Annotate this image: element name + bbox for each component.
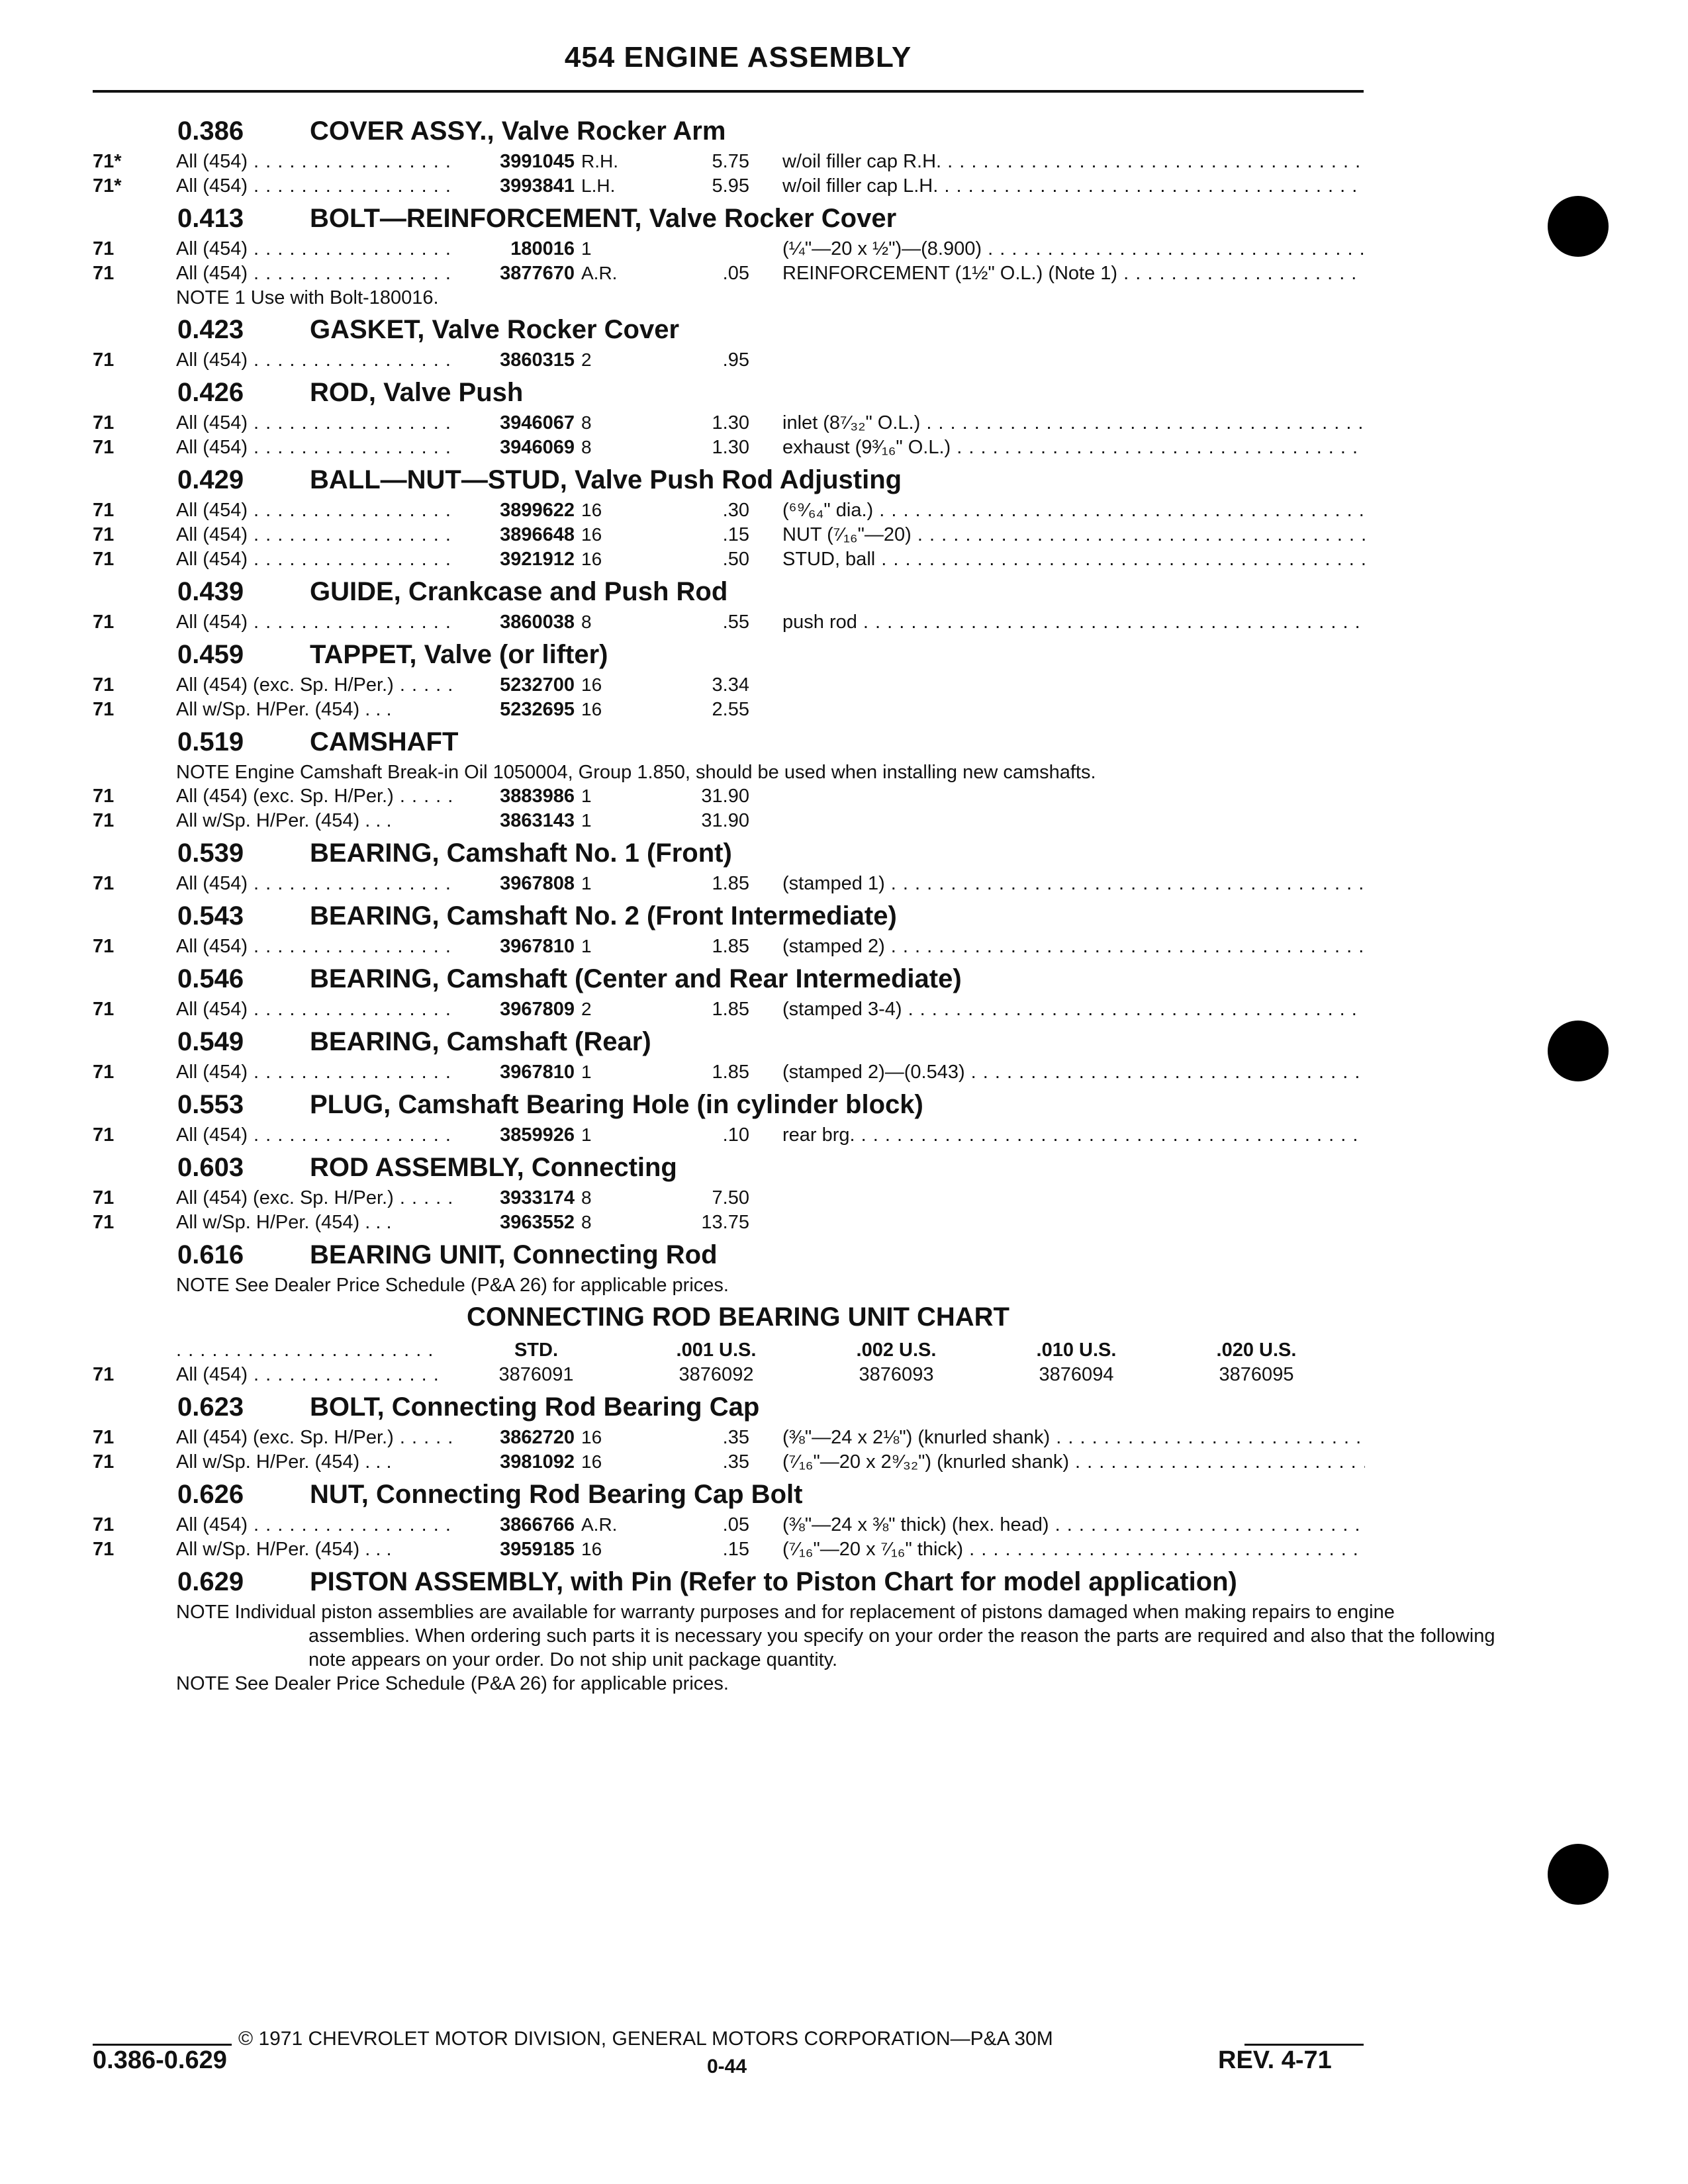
chart-col-010: .010 U.S. bbox=[1036, 1340, 1117, 1361]
group-title: PLUG, Camshaft Bearing Hole (in cylinder block) bbox=[310, 1090, 923, 1119]
footer-section-range: 0.386-0.629 bbox=[93, 2046, 227, 2074]
binder-hole-bottom bbox=[1548, 1844, 1609, 1905]
price: .55 bbox=[722, 612, 749, 633]
model-year: 71 bbox=[93, 524, 115, 545]
footer-rule-left bbox=[93, 2044, 232, 2046]
description: (⁶⁹⁄₆₄" dia.) . . . bbox=[782, 500, 1365, 522]
section-heading bbox=[0, 725, 1688, 760]
part-row bbox=[0, 809, 1688, 833]
quantity: 1 bbox=[581, 238, 592, 259]
chart-year: 71 bbox=[93, 1364, 115, 1385]
part-row bbox=[0, 498, 1688, 523]
application: All (454) (exc. Sp. H/Per.) . . . bbox=[176, 786, 454, 807]
description: (stamped 2) . . . bbox=[782, 936, 1365, 958]
description: STUD, ball . . . bbox=[782, 549, 1365, 570]
quantity: 16 bbox=[581, 549, 602, 569]
group-title: GASKET, Valve Rocker Cover bbox=[310, 315, 680, 344]
part-number: 3862720 bbox=[500, 1427, 575, 1448]
part-number: 3860038 bbox=[500, 612, 575, 633]
section-heading bbox=[0, 962, 1688, 997]
application: All (454) . . . bbox=[176, 238, 454, 260]
part-number: 3946067 bbox=[500, 412, 575, 433]
section-heading bbox=[0, 1087, 1688, 1123]
part-number: 3933174 bbox=[500, 1187, 575, 1208]
description: (stamped 3-4) . . . bbox=[782, 999, 1365, 1021]
application: All (454) . . . bbox=[176, 151, 454, 173]
model-year: 71 bbox=[93, 1514, 115, 1535]
section-0-603 bbox=[0, 1150, 1688, 1235]
section-heading bbox=[0, 1238, 1688, 1273]
price: 1.85 bbox=[712, 936, 749, 957]
application: All (454) . . . bbox=[176, 1124, 454, 1146]
price: 7.50 bbox=[712, 1187, 749, 1208]
part-number: 3959185 bbox=[500, 1539, 575, 1560]
group-title: GUIDE, Crankcase and Push Rod bbox=[310, 577, 728, 606]
price: .05 bbox=[722, 1514, 749, 1535]
part-number: 3991045 bbox=[500, 151, 575, 172]
part-number: 3866766 bbox=[500, 1514, 575, 1535]
quantity: 2 bbox=[581, 999, 592, 1019]
description: (⁷⁄₁₆"—20 x 2⁹⁄₃₂") (knurled shank) . . . bbox=[782, 1451, 1365, 1473]
price: .15 bbox=[722, 1539, 749, 1560]
section-heading bbox=[0, 375, 1688, 411]
price: .30 bbox=[722, 500, 749, 521]
quantity: 1 bbox=[581, 1124, 592, 1145]
group-number: 0.439 bbox=[177, 577, 244, 606]
model-year: 71 bbox=[93, 437, 115, 458]
model-year: 71 bbox=[93, 999, 115, 1020]
model-year: 71 bbox=[93, 1187, 115, 1208]
footer-page-number: 0-44 bbox=[707, 2056, 747, 2077]
group-title: CAMSHAFT bbox=[310, 727, 459, 756]
model-year: 71 bbox=[93, 1427, 115, 1448]
part-number: 3967810 bbox=[500, 936, 575, 957]
part-row bbox=[0, 435, 1688, 460]
group-title: BOLT, Connecting Rod Bearing Cap bbox=[310, 1392, 760, 1422]
application: All (454) . . . bbox=[176, 175, 454, 197]
chart-application: All (454) . . . bbox=[176, 1364, 441, 1386]
price: .05 bbox=[722, 263, 749, 284]
application: All (454) . . . bbox=[176, 437, 454, 459]
price: 1.30 bbox=[712, 437, 749, 458]
description: (stamped 2)—(0.543) . . . bbox=[782, 1062, 1365, 1083]
group-number: 0.553 bbox=[177, 1090, 244, 1119]
model-year: 71 bbox=[93, 238, 115, 259]
part-number: 3877670 bbox=[500, 263, 575, 284]
parts-list bbox=[0, 114, 1688, 1698]
description: (¼"—20 x ½")—(8.900) . . . bbox=[782, 238, 1365, 260]
model-year: 71 bbox=[93, 1124, 115, 1146]
part-row bbox=[0, 1060, 1688, 1085]
part-row bbox=[0, 174, 1688, 199]
part-number: 180016 bbox=[510, 238, 575, 259]
application: All w/Sp. H/Per. (454) . . . bbox=[176, 1451, 392, 1473]
section-0-413 bbox=[0, 201, 1688, 310]
sections-group-b bbox=[0, 1390, 1688, 1696]
quantity: 16 bbox=[581, 1539, 602, 1559]
group-number: 0.459 bbox=[177, 640, 244, 669]
quantity: 2 bbox=[581, 349, 592, 370]
model-year: 71 bbox=[93, 612, 115, 633]
price: 3.34 bbox=[712, 674, 749, 696]
quantity: A.R. bbox=[581, 1514, 618, 1535]
price: 31.90 bbox=[701, 810, 749, 831]
quantity: 16 bbox=[581, 674, 602, 695]
application: All (454) . . . bbox=[176, 549, 454, 570]
part-row bbox=[0, 237, 1688, 261]
section-0-539 bbox=[0, 836, 1688, 896]
group-title: BEARING, Camshaft No. 1 (Front) bbox=[310, 839, 732, 868]
application: All (454) . . . bbox=[176, 1514, 454, 1536]
section-heading bbox=[0, 899, 1688, 934]
note: NOTE Engine Camshaft Break-in Oil 1050004, Group 1.850, should be used when installing new camshafts. bbox=[176, 762, 1096, 783]
price: 13.75 bbox=[701, 1212, 749, 1233]
section-0-616 bbox=[0, 1238, 1688, 1297]
quantity: 8 bbox=[581, 1187, 592, 1208]
quantity: 1 bbox=[581, 786, 592, 806]
footer-copyright: © 1971 CHEVROLET MOTOR DIVISION, GENERAL MOTORS CORPORATION—P&A 30M bbox=[238, 2028, 1053, 2050]
model-year: 71 bbox=[93, 810, 115, 831]
section-0-543 bbox=[0, 899, 1688, 959]
application: All (454) . . . bbox=[176, 524, 454, 546]
part-row bbox=[0, 1123, 1688, 1148]
part-row bbox=[0, 1450, 1688, 1475]
description: push rod . . . bbox=[782, 612, 1365, 633]
price: 31.90 bbox=[701, 786, 749, 807]
application: All (454) (exc. Sp. H/Per.) . . . bbox=[176, 1187, 454, 1209]
part-number: 3967809 bbox=[500, 999, 575, 1020]
group-number: 0.616 bbox=[177, 1240, 244, 1269]
page-title: 454 ENGINE ASSEMBLY bbox=[564, 41, 912, 73]
chart-value-001: 3876092 bbox=[679, 1364, 754, 1385]
group-number: 0.626 bbox=[177, 1480, 244, 1509]
group-title: PISTON ASSEMBLY, with Pin (Refer to Piston Chart for model application) bbox=[310, 1567, 1237, 1596]
chart-col-std: STD. bbox=[514, 1340, 559, 1361]
description: exhaust (9³⁄₁₆" O.L.) . . . bbox=[782, 437, 1365, 459]
group-title: NUT, Connecting Rod Bearing Cap Bolt bbox=[310, 1480, 803, 1509]
part-row bbox=[0, 872, 1688, 896]
section-heading bbox=[0, 1390, 1688, 1426]
quantity: 1 bbox=[581, 810, 592, 831]
model-year: 71* bbox=[93, 175, 122, 197]
section-0-553 bbox=[0, 1087, 1688, 1148]
note: NOTE 1 Use with Bolt-180016. bbox=[176, 287, 439, 308]
part-row bbox=[0, 1426, 1688, 1450]
group-number: 0.603 bbox=[177, 1153, 244, 1182]
part-number: 3863143 bbox=[500, 810, 575, 831]
model-year: 71 bbox=[93, 674, 115, 696]
title-rule bbox=[93, 90, 1364, 93]
part-number: 3859926 bbox=[500, 1124, 575, 1146]
part-row bbox=[0, 997, 1688, 1022]
price: .15 bbox=[722, 524, 749, 545]
model-year: 71 bbox=[93, 500, 115, 521]
quantity: R.H. bbox=[581, 151, 618, 171]
part-row bbox=[0, 934, 1688, 959]
group-title: BALL—NUT—STUD, Valve Push Rod Adjusting bbox=[310, 465, 902, 494]
model-year: 71 bbox=[93, 549, 115, 570]
model-year: 71 bbox=[93, 1451, 115, 1473]
price: .50 bbox=[722, 549, 749, 570]
description: w/oil filler cap L.H. . . . bbox=[782, 175, 1365, 197]
part-number: 3883986 bbox=[500, 786, 575, 807]
part-number: 3860315 bbox=[500, 349, 575, 371]
part-row bbox=[0, 150, 1688, 174]
chart-title: CONNECTING ROD BEARING UNIT CHART bbox=[467, 1302, 1009, 1332]
group-number: 0.623 bbox=[177, 1392, 244, 1422]
section-0-519 bbox=[0, 725, 1688, 833]
part-number: 3946069 bbox=[500, 437, 575, 458]
application: All (454) . . . bbox=[176, 999, 454, 1021]
section-heading bbox=[0, 463, 1688, 498]
chart-col-002: .002 U.S. bbox=[856, 1340, 937, 1361]
quantity: 16 bbox=[581, 699, 602, 719]
section-heading bbox=[0, 1565, 1688, 1600]
section-0-626 bbox=[0, 1477, 1688, 1562]
model-year: 71* bbox=[93, 151, 122, 172]
description: w/oil filler cap R.H. . . . bbox=[782, 151, 1365, 173]
section-0-439 bbox=[0, 574, 1688, 635]
quantity: A.R. bbox=[581, 263, 618, 283]
part-row bbox=[0, 411, 1688, 435]
price: .95 bbox=[722, 349, 749, 371]
model-year: 71 bbox=[93, 412, 115, 433]
part-number: 3967810 bbox=[500, 1062, 575, 1083]
group-number: 0.539 bbox=[177, 839, 244, 868]
chart-value-002: 3876093 bbox=[859, 1364, 934, 1385]
quantity: 8 bbox=[581, 1212, 592, 1232]
section-heading bbox=[0, 836, 1688, 872]
group-number: 0.519 bbox=[177, 727, 244, 756]
model-year: 71 bbox=[93, 786, 115, 807]
section-heading bbox=[0, 1477, 1688, 1513]
chart-value-010: 3876094 bbox=[1039, 1364, 1114, 1385]
part-number: 5232700 bbox=[500, 674, 575, 696]
price: 2.55 bbox=[712, 699, 749, 720]
part-number: 3899622 bbox=[500, 500, 575, 521]
group-title: ROD ASSEMBLY, Connecting bbox=[310, 1153, 677, 1182]
application: All (454) . . . bbox=[176, 1062, 454, 1083]
description: NUT (⁷⁄₁₆"—20) . . . bbox=[782, 524, 1365, 546]
application: All w/Sp. H/Per. (454) . . . bbox=[176, 699, 392, 720]
group-number: 0.629 bbox=[177, 1567, 244, 1596]
group-number: 0.543 bbox=[177, 901, 244, 931]
section-0-629 bbox=[0, 1565, 1688, 1696]
group-title: BEARING UNIT, Connecting Rod bbox=[310, 1240, 718, 1269]
part-number: 5232695 bbox=[500, 699, 575, 720]
application: All (454) . . . bbox=[176, 349, 454, 371]
section-0-459 bbox=[0, 637, 1688, 722]
description: (⁷⁄₁₆"—20 x ⁷⁄₁₆" thick) . . . bbox=[782, 1539, 1365, 1561]
chart-col-001: .001 U.S. bbox=[676, 1340, 757, 1361]
footer-revision: REV. 4-71 bbox=[1218, 2046, 1332, 2074]
chart-value-std: 3876091 bbox=[498, 1364, 574, 1385]
section-0-429 bbox=[0, 463, 1688, 572]
model-year: 71 bbox=[93, 1062, 115, 1083]
note: NOTE See Dealer Price Schedule (P&A 26) for applicable prices. bbox=[176, 1275, 729, 1296]
part-number: 3963552 bbox=[500, 1212, 575, 1233]
part-row bbox=[0, 1186, 1688, 1210]
section-0-386 bbox=[0, 114, 1688, 199]
section-0-549 bbox=[0, 1024, 1688, 1085]
quantity: 16 bbox=[581, 524, 602, 545]
description: (stamped 1) . . . bbox=[782, 873, 1365, 895]
quantity: 1 bbox=[581, 1062, 592, 1082]
note: NOTE Individual piston assemblies are available for warranty purposes and for replacement of pistons damaged when making repairs to engine assemblies. When ordering such parts it is necessary you specify on your order the reason the parts are required and also that the following note appears on your order. Do not ship unit package quantity. bbox=[176, 1602, 1495, 1670]
part-row bbox=[0, 784, 1688, 809]
group-title: BEARING, Camshaft (Rear) bbox=[310, 1027, 651, 1056]
part-row bbox=[0, 698, 1688, 722]
description: (⅜"—24 x ⅜" thick) (hex. head) . . . bbox=[782, 1514, 1365, 1536]
quantity: 1 bbox=[581, 936, 592, 956]
part-row bbox=[0, 261, 1688, 286]
group-title: BOLT—REINFORCEMENT, Valve Rocker Cover bbox=[310, 204, 897, 233]
section-0-423 bbox=[0, 312, 1688, 373]
note: NOTE See Dealer Price Schedule (P&A 26) for applicable prices. bbox=[176, 1673, 729, 1694]
section-heading bbox=[0, 1150, 1688, 1186]
price: 1.85 bbox=[712, 873, 749, 894]
section-heading bbox=[0, 312, 1688, 348]
part-row bbox=[0, 547, 1688, 572]
part-row bbox=[0, 1537, 1688, 1562]
group-number: 0.386 bbox=[177, 116, 244, 146]
model-year: 71 bbox=[93, 873, 115, 894]
model-year: 71 bbox=[93, 936, 115, 957]
application: All w/Sp. H/Per. (454) . . . bbox=[176, 810, 392, 831]
quantity: 8 bbox=[581, 612, 592, 632]
application: All (454) . . . bbox=[176, 500, 454, 522]
quantity: 8 bbox=[581, 412, 592, 433]
group-number: 0.549 bbox=[177, 1027, 244, 1056]
part-number: 3993841 bbox=[500, 175, 575, 197]
chart-value-020: 3876095 bbox=[1219, 1364, 1294, 1385]
price: .35 bbox=[722, 1427, 749, 1448]
chart-leader bbox=[176, 1340, 441, 1361]
group-title: COVER ASSY., Valve Rocker Arm bbox=[310, 116, 726, 146]
part-row bbox=[0, 1513, 1688, 1537]
quantity: 1 bbox=[581, 873, 592, 893]
chart-col-020: .020 U.S. bbox=[1216, 1340, 1297, 1361]
quantity: 16 bbox=[581, 1451, 602, 1472]
price: 1.85 bbox=[712, 999, 749, 1020]
description: inlet (8⁷⁄₃₂" O.L.) . . . bbox=[782, 412, 1365, 434]
application: All (454) . . . bbox=[176, 263, 454, 285]
section-heading bbox=[0, 1024, 1688, 1060]
application: All (454) (exc. Sp. H/Per.) . . . bbox=[176, 674, 454, 696]
quantity: 16 bbox=[581, 500, 602, 520]
section-heading bbox=[0, 574, 1688, 610]
part-number: 3967808 bbox=[500, 873, 575, 894]
application: All (454) (exc. Sp. H/Per.) . . . bbox=[176, 1427, 454, 1449]
price: 1.30 bbox=[712, 412, 749, 433]
quantity: 16 bbox=[581, 1427, 602, 1447]
quantity: L.H. bbox=[581, 175, 616, 196]
description: REINFORCEMENT (1½" O.L.) (Note 1) . . . bbox=[782, 263, 1365, 285]
price: 5.75 bbox=[712, 151, 749, 172]
group-title: BEARING, Camshaft No. 2 (Front Intermediate) bbox=[310, 901, 897, 931]
group-number: 0.546 bbox=[177, 964, 244, 993]
quantity: 8 bbox=[581, 437, 592, 457]
part-row bbox=[0, 348, 1688, 373]
group-number: 0.413 bbox=[177, 204, 244, 233]
part-number: 3896648 bbox=[500, 524, 575, 545]
model-year: 71 bbox=[93, 1539, 115, 1560]
group-title: ROD, Valve Push bbox=[310, 378, 524, 407]
group-number: 0.429 bbox=[177, 465, 244, 494]
part-row bbox=[0, 610, 1688, 635]
chart-header-row bbox=[0, 1338, 1688, 1363]
application: All (454) . . . bbox=[176, 873, 454, 895]
price: 1.85 bbox=[712, 1062, 749, 1083]
part-row bbox=[0, 673, 1688, 698]
section-0-546 bbox=[0, 962, 1688, 1022]
part-number: 3981092 bbox=[500, 1451, 575, 1473]
application: All (454) . . . bbox=[176, 612, 454, 633]
description: (⅜"—24 x 2⅛") (knurled shank) . . . bbox=[782, 1427, 1365, 1449]
application: All (454) . . . bbox=[176, 936, 454, 958]
bearing-unit-chart bbox=[0, 1300, 1688, 1387]
section-heading bbox=[0, 637, 1688, 673]
section-0-426 bbox=[0, 375, 1688, 460]
part-row bbox=[0, 1210, 1688, 1235]
group-title: BEARING, Camshaft (Center and Rear Intermediate) bbox=[310, 964, 962, 993]
model-year: 71 bbox=[93, 263, 115, 284]
application: All (454) . . . bbox=[176, 412, 454, 434]
group-number: 0.423 bbox=[177, 315, 244, 344]
part-row bbox=[0, 523, 1688, 547]
model-year: 71 bbox=[93, 699, 115, 720]
price: .35 bbox=[722, 1451, 749, 1473]
chart-data-row bbox=[0, 1363, 1688, 1387]
group-number: 0.426 bbox=[177, 378, 244, 407]
price: .10 bbox=[722, 1124, 749, 1146]
model-year: 71 bbox=[93, 1212, 115, 1233]
section-heading bbox=[0, 114, 1688, 150]
section-0-623 bbox=[0, 1390, 1688, 1475]
footer-rule-right bbox=[1244, 2044, 1364, 2046]
description: rear brg. . . . bbox=[782, 1124, 1365, 1146]
application: All w/Sp. H/Per. (454) . . . bbox=[176, 1212, 392, 1233]
part-number: 3921912 bbox=[500, 549, 575, 570]
model-year: 71 bbox=[93, 349, 115, 371]
price: 5.95 bbox=[712, 175, 749, 197]
group-title: TAPPET, Valve (or lifter) bbox=[310, 640, 608, 669]
sections-group-a bbox=[0, 114, 1688, 1297]
section-heading bbox=[0, 201, 1688, 237]
application: All w/Sp. H/Per. (454) . . . bbox=[176, 1539, 392, 1560]
